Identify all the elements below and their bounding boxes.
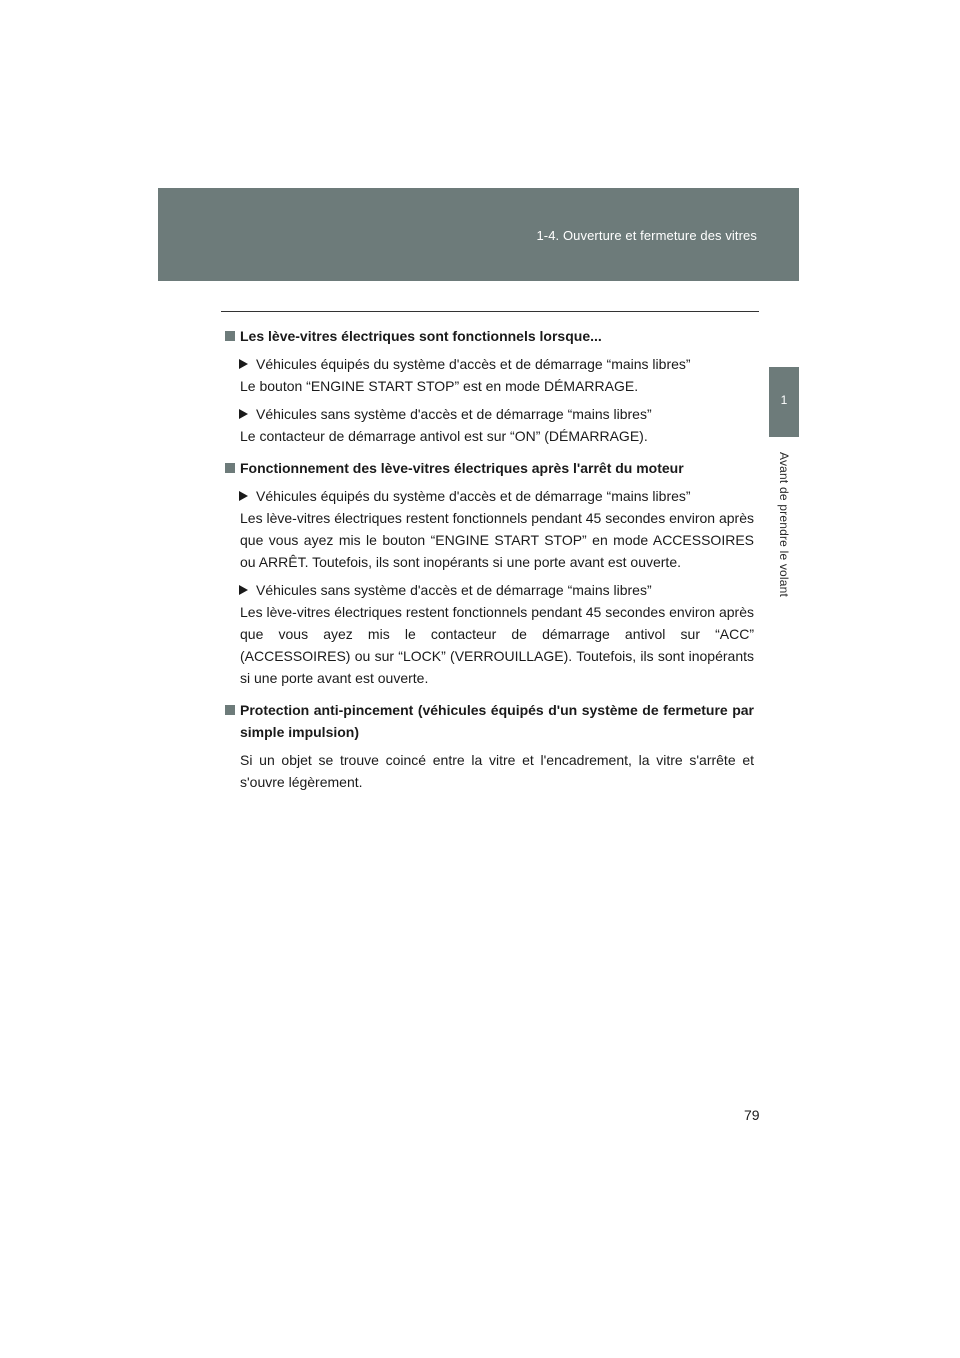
section-title: 1-4. Ouverture et fermeture des vitres <box>536 228 757 243</box>
body-text: Les lève-vitres électriques restent fonctionnels pendant 45 secondes environ après que vous ayez mis le bouton “ENGINE START STOP” en mode ACCESSOIRES ou ARRÊT. Toutefois, ils sont inopérants si une porte avant est ouverte. <box>240 510 754 570</box>
condition-line: Véhicules équipés du système d'accès et de démarrage “mains libres” <box>222 485 754 507</box>
section-heading-1: Les lève-vitres électriques sont fonctionnels lorsque... <box>222 325 754 347</box>
body-text: Le contacteur de démarrage antivol est sur “ON” (DÉMARRAGE). <box>240 428 648 444</box>
triangle-bullet-icon <box>239 409 248 419</box>
square-bullet-icon <box>225 463 235 473</box>
section-heading-3: Protection anti-pincement (véhicules équipés d'un système de fermeture par simple impulsion) <box>222 699 754 743</box>
page-number: 79 <box>744 1107 760 1123</box>
page-content <box>222 321 754 793</box>
body-text: Si un objet se trouve coincé entre la vitre et l'encadrement, la vitre s'arrête et s'ouvre légèrement. <box>240 752 754 790</box>
body-text: Les lève-vitres électriques restent fonctionnels pendant 45 secondes environ après que vous ayez mis le contacteur de démarrage antivol sur “ACC” (ACCESSOIRES) ou sur “LOCK” (VERROUILLAGE). Toutefois, ils sont inopérants si une porte avant est ouverte. <box>240 604 754 686</box>
triangle-bullet-icon <box>239 359 248 369</box>
triangle-bullet-icon <box>239 491 248 501</box>
condition-line: Véhicules sans système d'accès et de démarrage “mains libres” <box>222 579 754 601</box>
top-rule <box>221 311 759 312</box>
chapter-tab <box>769 367 799 437</box>
section-heading-2: Fonctionnement des lève-vitres électriques après l'arrêt du moteur <box>222 457 754 479</box>
triangle-bullet-icon <box>239 585 248 595</box>
square-bullet-icon <box>225 331 235 341</box>
body-text: Le bouton “ENGINE START STOP” est en mode DÉMARRAGE. <box>240 378 639 394</box>
chapter-label-text: Avant de prendre le volant <box>777 452 791 598</box>
condition-line: Véhicules sans système d'accès et de démarrage “mains libres” <box>222 403 754 425</box>
chapter-label <box>772 452 796 632</box>
condition-line: Véhicules équipés du système d'accès et de démarrage “mains libres” <box>222 353 754 375</box>
chapter-number: 1 <box>780 393 788 407</box>
square-bullet-icon <box>225 705 235 715</box>
header-band <box>158 188 799 281</box>
